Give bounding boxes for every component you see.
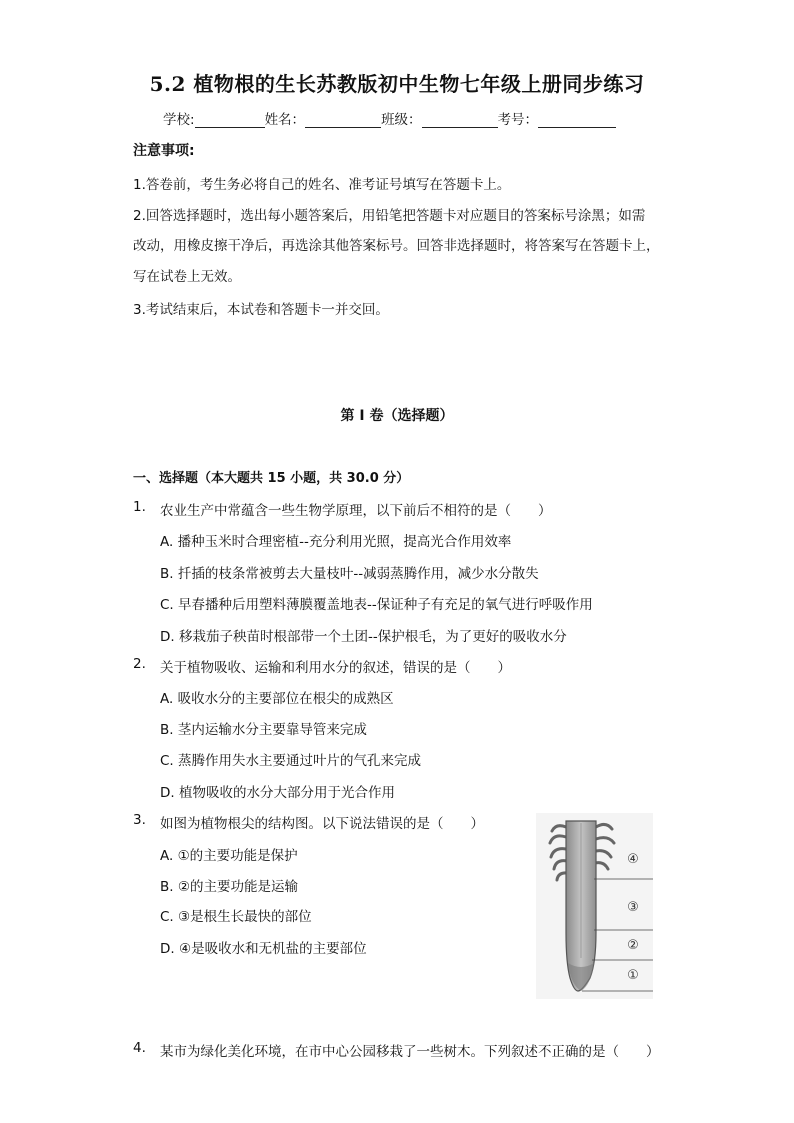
name-blank[interactable] [305, 113, 381, 128]
notice-item-1: 1.答卷前，考生务必将自己的姓名、准考证号填写在答题卡上。 [133, 177, 511, 193]
question-1-option-c[interactable]: C. 早春播种后用塑料薄膜覆盖地表--保证种子有充足的氧气进行呼吸作用 [160, 597, 593, 613]
question-3-option-c[interactable]: C. ③是根生长最快的部位 [160, 909, 312, 925]
class-label: 班级： [381, 112, 422, 128]
question-2-number: 2. [133, 656, 146, 672]
question-3-number: 3. [133, 812, 146, 828]
question-1-text: 农业生产中常蕴含一些生物学原理，以下前后不相符的是（ ） [160, 503, 552, 519]
name-label: 姓名： [264, 112, 306, 128]
question-1-number: 1. [133, 499, 146, 515]
notice-item-2-cont: 改动，用橡皮擦干净后，再选涂其他答案标号。回答非选择题时，将答案写在答题卡上， [133, 238, 660, 254]
label-zone-4: ④ [627, 852, 639, 867]
question-4-number: 4. [133, 1040, 146, 1056]
question-4-text: 某市为绿化美化环境，在市中心公园移栽了一些树木。下列叙述不正确的是（ ） [160, 1044, 660, 1060]
question-3-text: 如图为植物根尖的结构图。以下说法错误的是（ ） [160, 816, 484, 832]
question-group-header: 一、选择题（本大题共 15 小题，共 30.0 分） [133, 471, 410, 486]
school-label: 学校: [163, 112, 195, 128]
question-1-option-a[interactable]: A. 播种玉米时合理密植--充分利用光照，提高光合作用效率 [160, 534, 512, 550]
school-blank[interactable] [195, 113, 265, 128]
question-2-option-b[interactable]: B. 茎内运输水分主要靠导管来完成 [160, 722, 367, 738]
exam-number-label: 考号： [497, 112, 539, 128]
question-3-option-a[interactable]: A. ①的主要功能是保护 [160, 848, 298, 864]
notice-item-3: 3.考试结束后，本试卷和答题卡一并交回。 [133, 302, 389, 318]
notice-heading: 注意事项: [133, 143, 195, 159]
notice-item-2-cont2: 写在试卷上无效。 [133, 269, 241, 285]
question-2-option-d[interactable]: D. 植物吸收的水分大部分用于光合作用 [160, 785, 395, 801]
student-info-line [163, 108, 616, 128]
root-tip-figure [536, 813, 653, 999]
question-1-option-d[interactable]: D. 移栽茄子秧苗时根部带一个土团--保护根毛，为了更好的吸收水分 [160, 629, 567, 645]
question-2-option-c[interactable]: C. 蒸腾作用失水主要通过叶片的气孔来完成 [160, 753, 422, 769]
label-zone-3: ③ [627, 900, 639, 915]
question-3-option-d[interactable]: D. ④是吸收水和无机盐的主要部位 [160, 941, 367, 957]
exam-number-blank[interactable] [538, 113, 616, 128]
label-zone-1: ① [627, 968, 639, 983]
question-3-option-b[interactable]: B. ②的主要功能是运输 [160, 879, 298, 895]
document-title: 5.2 植物根的生长苏教版初中生物七年级上册同步练习 [149, 72, 645, 96]
question-2-text: 关于植物吸收、运输和利用水分的叙述，错误的是（ ） [160, 660, 511, 676]
question-2-option-a[interactable]: A. 吸收水分的主要部位在根尖的成熟区 [160, 691, 394, 707]
notice-item-2: 2.回答选择题时，选出每小题答案后，用铅笔把答题卡对应题目的答案标号涂黑；如需 [133, 208, 646, 224]
section-title: 第 I 卷（选择题） [340, 408, 454, 424]
label-zone-2: ② [627, 938, 639, 953]
question-1-option-b[interactable]: B. 扦插的枝条常被剪去大量枝叶--减弱蒸腾作用，减少水分散失 [160, 566, 539, 582]
class-blank[interactable] [422, 113, 498, 128]
